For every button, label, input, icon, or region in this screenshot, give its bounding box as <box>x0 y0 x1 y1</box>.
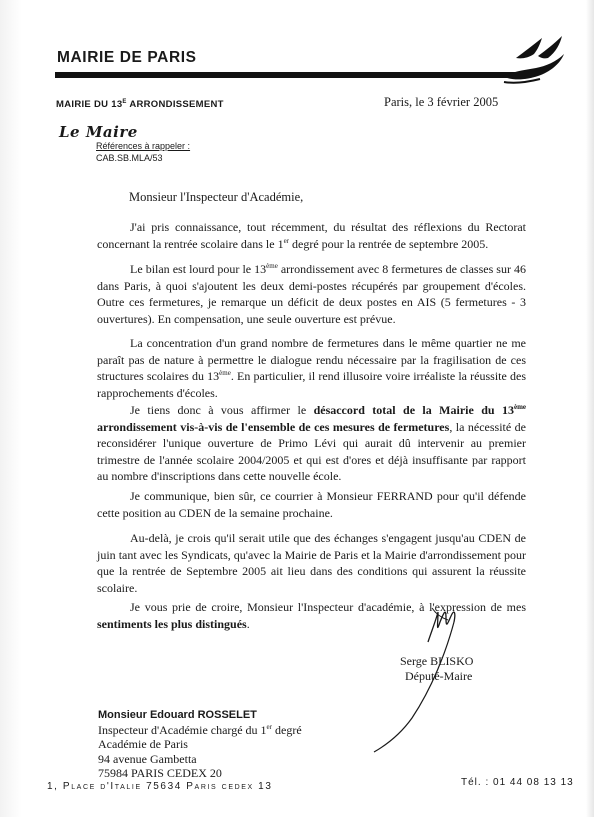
arr-text-b: ARRONDISSEMENT <box>126 99 224 111</box>
p7-bold: sentiments les plus distingués <box>97 616 247 631</box>
paragraph-5: Je communique, bien sûr, ce courrier à Monsieur FERRAND pour qu'il défende cette position au CDEN de la semaine prochaine. <box>97 489 526 520</box>
paragraph-4 <box>97 402 526 485</box>
salutation: Monsieur l'Inspecteur d'Académie, <box>129 190 304 204</box>
paragraph-3 <box>97 335 526 401</box>
p3-text-a: La concentration d'un grand nombre de fermetures dans le même quartier ne me paraît pas de nature à permettre le dialogue rendu nécessaire par la fragilisation de ces structures scolaires du 13 <box>97 336 526 383</box>
p4-text-b: , la nécessité de reconsidérer l'unique ouverture de Primo Lévi qui aurait dû intervenir au premier trimestre de l'année scolaire 2004/2005 et qui est d'ores et déjà insuffisante par rapport au nombre d'inscriptions dans cette nouvelle école. <box>97 419 526 483</box>
brand-text: MAIRIE DE PARIS <box>57 49 197 66</box>
arrondissement-header <box>56 99 224 110</box>
p3-sup: ème <box>219 369 231 377</box>
recipient-line-1 <box>98 723 302 738</box>
paragraph-2 <box>97 261 526 327</box>
p2-text-b: arrondissement avec 8 fermetures de classes sur 46 dans Paris, à quoi s'ajoutent les deux demi-postes récupérés par groupement d'écoles. Outre ces fermetures, je remarque un déficit de deux postes en AIS (5 fermetures - 3 ouvertures). En compensation, une seule ouverture est prévue. <box>97 262 526 326</box>
signatory-name: Serge BLISKO <box>400 654 474 668</box>
p1-text-b: degré pour la rentrée de septembre 2005. <box>289 236 489 251</box>
footer-address: 1, Place d'Italie 75634 Paris cedex 13 <box>47 781 273 792</box>
p1-text-a: J'ai pris connaissance, tout récemment, du résultat des réflexions du Rectorat concernant la rentrée scolaire dans le 1 <box>97 220 526 251</box>
recipient-line-1-b: degré <box>272 722 302 737</box>
footer-telephone: Tél. : 01 44 08 13 13 <box>461 777 574 788</box>
letterhead-brand <box>57 49 197 67</box>
p1-sup: er <box>283 236 290 245</box>
p7-text-a: Je vous prie de croire, Monsieur l'Inspecteur d'académie, à l'expression de mes <box>130 600 526 614</box>
recipient-block <box>98 708 302 781</box>
recipient-line-4: 75984 PARIS CEDEX 20 <box>98 766 222 780</box>
paragraph-1 <box>97 219 526 252</box>
p2-text-a: Le bilan est lourd pour le 13 <box>130 262 267 276</box>
paragraph-6: Au-delà, je crois qu'il serait utile que des échanges s'engagent jusqu'au CDEN de juin tant avec les Syndicats, qu'avec la Mairie de Paris et la Mairie d'arrondissement pour que la rentrée de Septembre 2005 ait lieu dans des conditions qui assurent la réussite scolaire. <box>97 531 526 595</box>
recipient-line-3: 94 avenue Gambetta <box>98 751 197 766</box>
letterhead-rule <box>55 72 533 78</box>
paris-ship-logo <box>498 32 570 90</box>
p4-text-a: Je tiens donc à vous affirmer le <box>130 403 314 417</box>
signatory-title: Député-Maire <box>405 669 473 683</box>
p4-bold-2: arrondissement vis-à-vis de l'ensemble de ces mesures de fermetures <box>97 419 450 434</box>
p4-sup <box>514 403 526 411</box>
recipient-line-1-sup: er <box>266 722 272 731</box>
recipient-name: Monsieur Edouard ROSSELET <box>98 709 257 721</box>
p2-sup: ème <box>266 262 278 270</box>
references-label: Références à rappeler : <box>96 141 191 151</box>
p3-text-b: . En particulier, il rend illusoire voire irréaliste la réussite des rapprochements d'écoles. <box>97 369 527 400</box>
letter-date: Paris, le 3 février 2005 <box>384 95 499 109</box>
p4-sup-text: ème <box>513 403 527 411</box>
recipient-line-1-a: Inspecteur d'Académie chargé du 1 <box>98 722 267 737</box>
references-value: CAB.SB.MLA/53 <box>96 153 163 163</box>
arr-text-a: MAIRIE DU 13 <box>56 99 123 111</box>
recipient-line-2: Académie de Paris <box>98 737 188 751</box>
p4-bold-1: désaccord total de la Mairie du 13 <box>313 403 514 417</box>
scan-edge-right <box>586 0 594 817</box>
arr-sup: E <box>122 99 127 105</box>
le-maire-label: Le Maire <box>59 123 138 141</box>
p7-text-b: . <box>246 616 250 631</box>
scan-edge-left <box>0 0 22 817</box>
